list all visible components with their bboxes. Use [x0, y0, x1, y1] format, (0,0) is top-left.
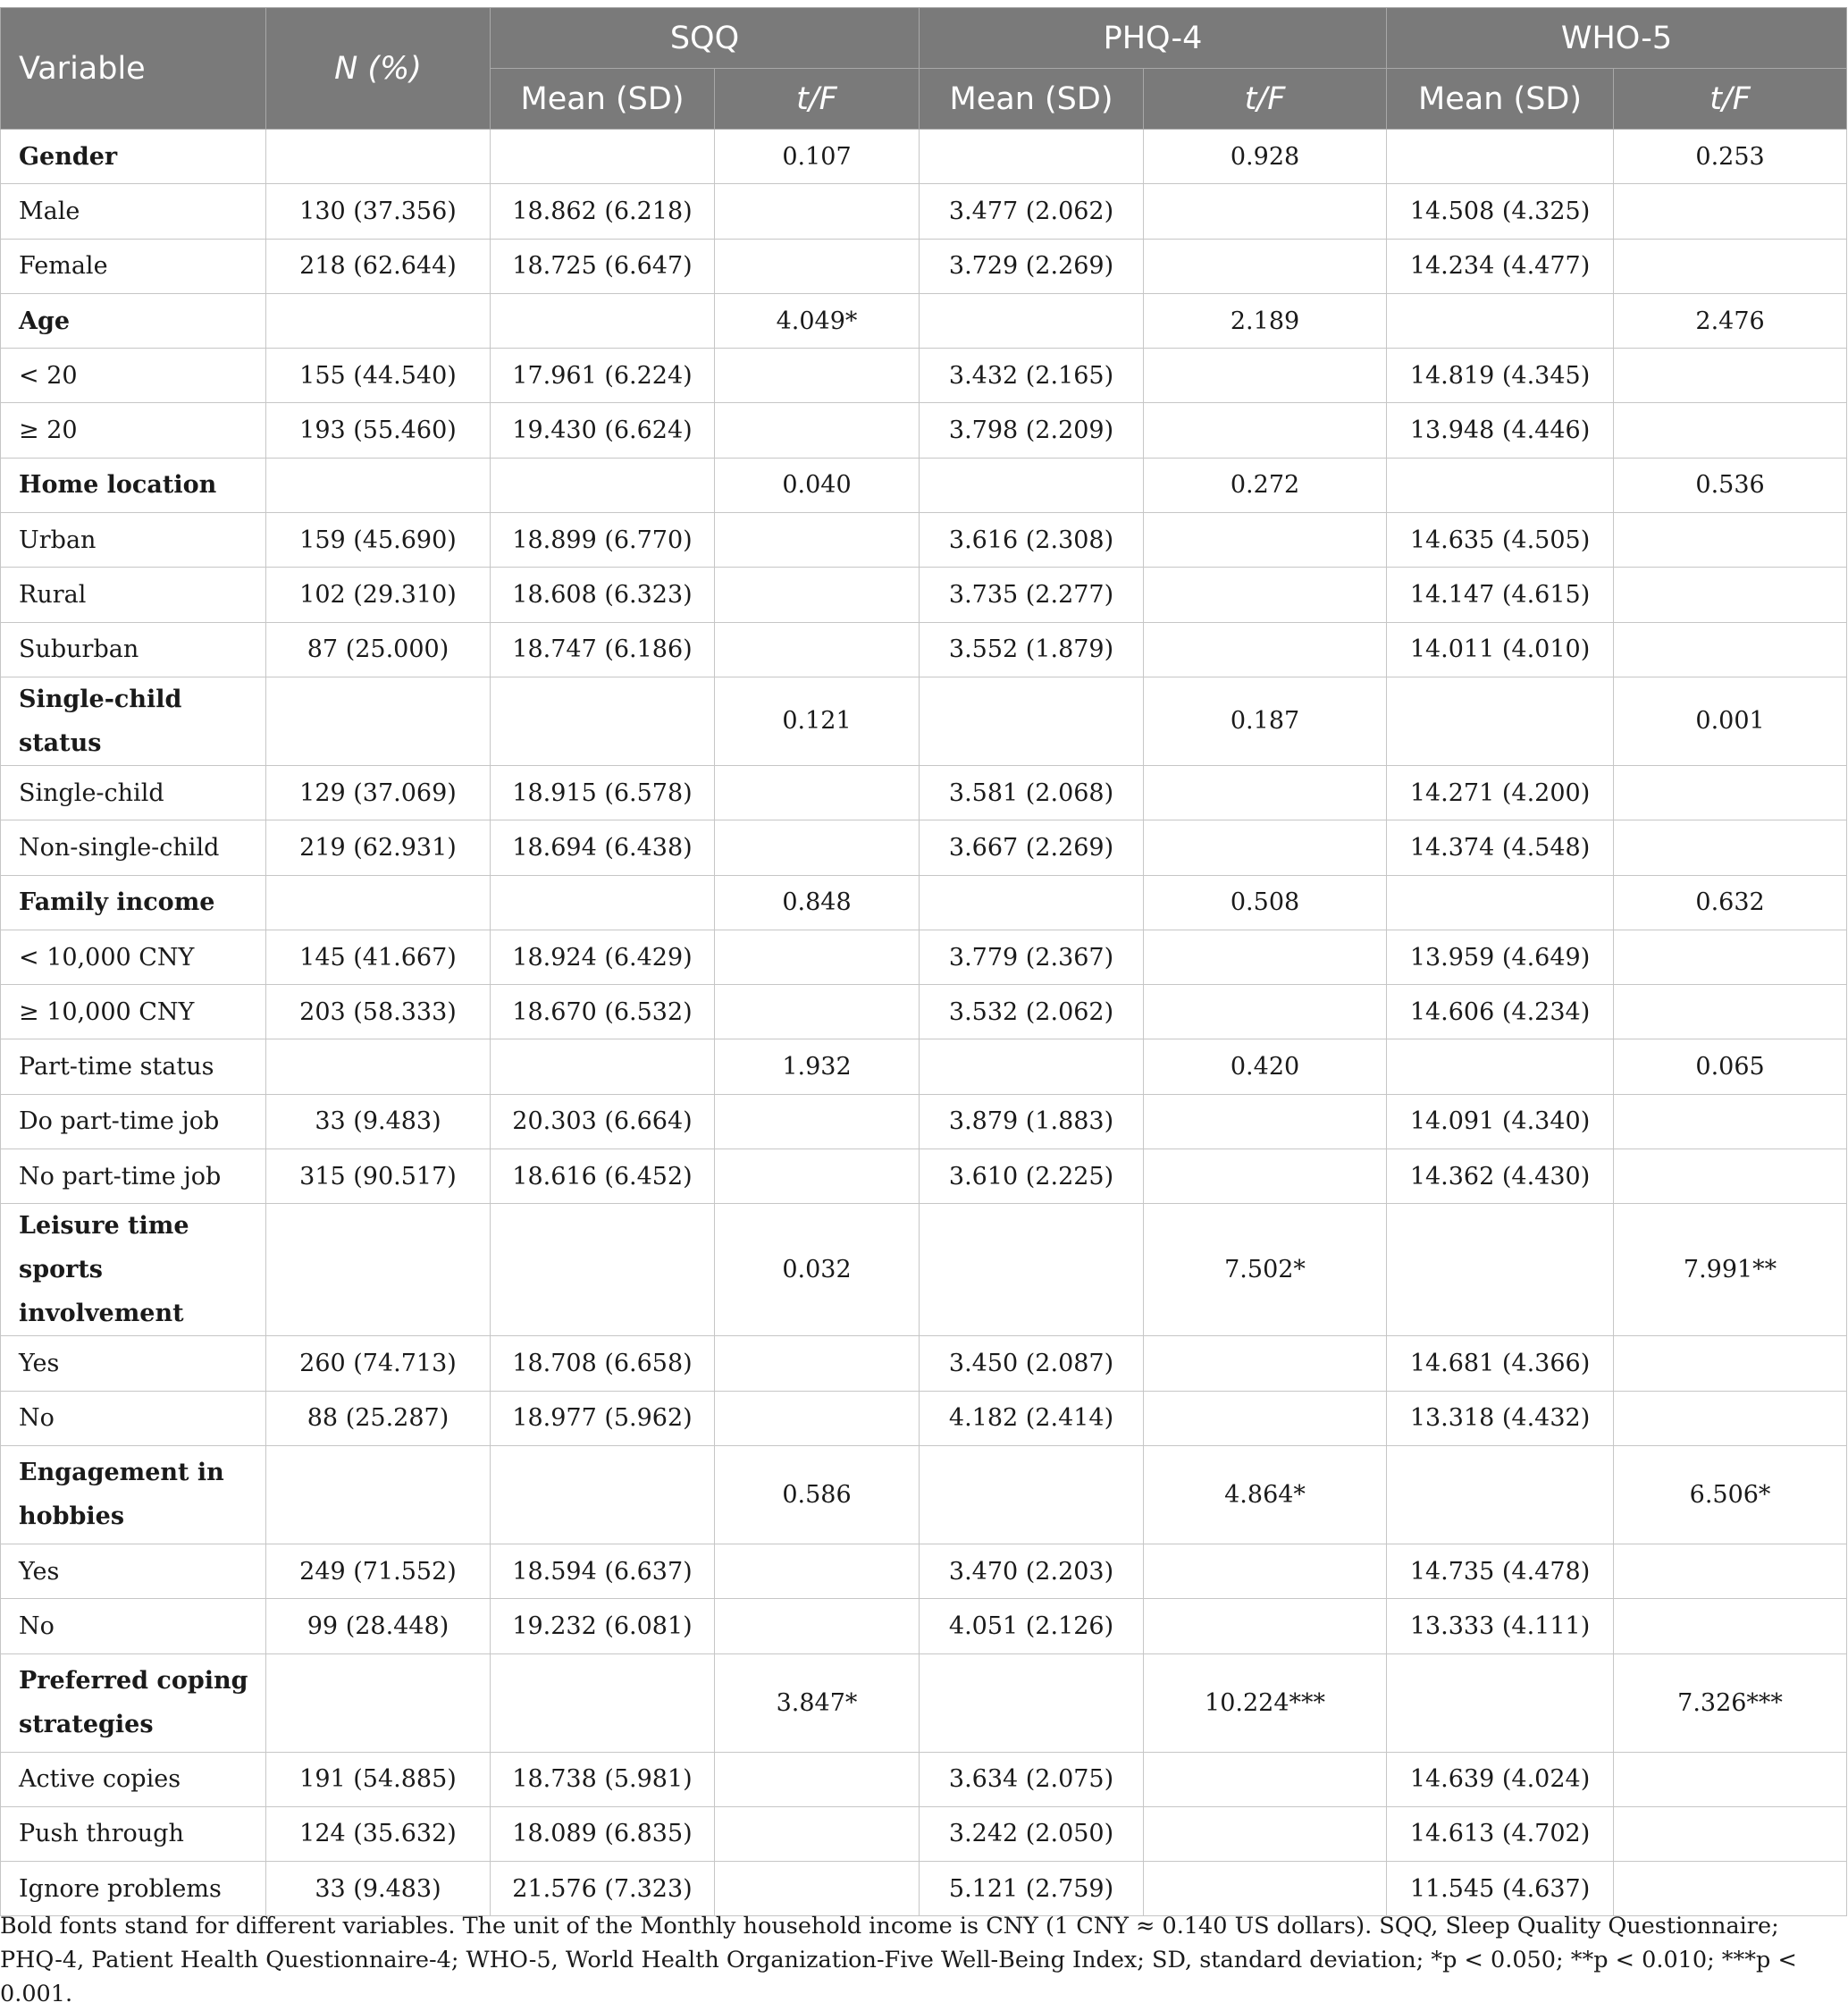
- cell-sqq-tf: [715, 184, 920, 239]
- cell-sqq-tf: [715, 568, 920, 622]
- cell-phq4-tf: [1144, 1599, 1387, 1653]
- cell-n-percent: [266, 293, 491, 348]
- cell-sqq-tf: [715, 765, 920, 820]
- header-sqq: SQQ: [491, 8, 920, 69]
- cell-n-percent: 99 (28.448): [266, 1599, 491, 1653]
- row-label: Part-time status: [1, 1039, 266, 1094]
- table-row: [1, 875, 1847, 930]
- cell-who5-mean: 14.091 (4.340): [1387, 1094, 1614, 1149]
- cell-who5-tf: 0.536: [1614, 458, 1847, 512]
- cell-phq4-tf: [1144, 1544, 1387, 1598]
- table-row: [1, 930, 1847, 984]
- cell-phq4-mean: 3.634 (2.075): [920, 1752, 1144, 1806]
- cell-who5-mean: 14.819 (4.345): [1387, 349, 1614, 403]
- cell-sqq-tf: 0.107: [715, 130, 920, 184]
- cell-phq4-mean: 3.779 (2.367): [920, 930, 1144, 984]
- cell-phq4-mean: 4.051 (2.126): [920, 1599, 1144, 1653]
- cell-who5-mean: [1387, 293, 1614, 348]
- cell-phq4-mean: 3.879 (1.883): [920, 1094, 1144, 1149]
- table-row: [1, 1752, 1847, 1806]
- cell-phq4-mean: 3.552 (1.879): [920, 622, 1144, 677]
- table-row: [1, 568, 1847, 622]
- cell-phq4-tf: 7.502*: [1144, 1204, 1387, 1336]
- cell-who5-mean: 14.606 (4.234): [1387, 985, 1614, 1039]
- row-label: Yes: [1, 1336, 266, 1391]
- row-label: Non-single-child: [1, 820, 266, 875]
- cell-who5-tf: [1614, 1149, 1847, 1204]
- row-label: < 20: [1, 349, 266, 403]
- cell-sqq-tf: 0.586: [715, 1445, 920, 1544]
- cell-phq4-tf: [1144, 403, 1387, 458]
- cell-phq4-mean: 3.477 (2.062): [920, 184, 1144, 239]
- table-row: [1, 239, 1847, 293]
- cell-n-percent: [266, 1653, 491, 1752]
- row-label: Female: [1, 239, 266, 293]
- cell-n-percent: 33 (9.483): [266, 1094, 491, 1149]
- cell-who5-tf: [1614, 1094, 1847, 1149]
- cell-who5-tf: [1614, 568, 1847, 622]
- cell-phq4-tf: [1144, 1862, 1387, 1916]
- cell-sqq-tf: [715, 513, 920, 568]
- cell-who5-mean: 14.635 (4.505): [1387, 513, 1614, 568]
- table-row: [1, 349, 1847, 403]
- cell-who5-tf: [1614, 1544, 1847, 1598]
- row-label: Gender: [1, 130, 266, 184]
- table-row: [1, 1544, 1847, 1598]
- cell-phq4-mean: 3.532 (2.062): [920, 985, 1144, 1039]
- cell-who5-mean: 13.948 (4.446): [1387, 403, 1614, 458]
- table-row: [1, 1391, 1847, 1445]
- cell-who5-tf: [1614, 820, 1847, 875]
- cell-phq4-mean: [920, 130, 1144, 184]
- cell-sqq-tf: [715, 1862, 920, 1916]
- cell-who5-tf: [1614, 349, 1847, 403]
- cell-phq4-mean: 4.182 (2.414): [920, 1391, 1144, 1445]
- row-label: Urban: [1, 513, 266, 568]
- cell-phq4-tf: 2.189: [1144, 293, 1387, 348]
- cell-sqq-tf: 0.040: [715, 458, 920, 512]
- cell-phq4-tf: [1144, 1391, 1387, 1445]
- cell-sqq-mean: [491, 130, 715, 184]
- subheader-sqq-tf: t/F: [715, 69, 920, 130]
- cell-phq4-mean: 3.242 (2.050): [920, 1806, 1144, 1861]
- cell-phq4-tf: 0.928: [1144, 130, 1387, 184]
- cell-phq4-mean: 3.470 (2.203): [920, 1544, 1144, 1598]
- row-label: Engagement in hobbies: [1, 1445, 266, 1544]
- row-label: ≥ 20: [1, 403, 266, 458]
- table-row: [1, 985, 1847, 1039]
- subheader-phq4-tf: t/F: [1144, 69, 1387, 130]
- cell-sqq-tf: [715, 1806, 920, 1861]
- cell-sqq-mean: [491, 677, 715, 765]
- cell-sqq-mean: 18.738 (5.981): [491, 1752, 715, 1806]
- cell-sqq-tf: [715, 930, 920, 984]
- row-label: No part-time job: [1, 1149, 266, 1204]
- cell-who5-mean: 14.374 (4.548): [1387, 820, 1614, 875]
- table-row: [1, 130, 1847, 184]
- cell-n-percent: [266, 677, 491, 765]
- table-row: [1, 1445, 1847, 1544]
- cell-sqq-mean: 19.430 (6.624): [491, 403, 715, 458]
- table-row: [1, 765, 1847, 820]
- row-label: Active copies: [1, 1752, 266, 1806]
- cell-sqq-mean: [491, 1204, 715, 1336]
- cell-sqq-mean: 18.708 (6.658): [491, 1336, 715, 1391]
- subheader-who5-mean: Mean (SD): [1387, 69, 1614, 130]
- cell-who5-tf: [1614, 765, 1847, 820]
- cell-phq4-mean: 3.735 (2.277): [920, 568, 1144, 622]
- cell-n-percent: 260 (74.713): [266, 1336, 491, 1391]
- cell-sqq-mean: 18.694 (6.438): [491, 820, 715, 875]
- cell-phq4-mean: [920, 293, 1144, 348]
- results-table: [0, 7, 1847, 1916]
- row-label: Single-child: [1, 765, 266, 820]
- cell-sqq-tf: 3.847*: [715, 1653, 920, 1752]
- cell-who5-mean: [1387, 458, 1614, 512]
- row-label: Age: [1, 293, 266, 348]
- row-label: < 10,000 CNY: [1, 930, 266, 984]
- cell-sqq-mean: [491, 1445, 715, 1544]
- subheader-sqq-mean: Mean (SD): [491, 69, 715, 130]
- cell-who5-mean: 14.639 (4.024): [1387, 1752, 1614, 1806]
- cell-sqq-mean: [491, 875, 715, 930]
- cell-phq4-mean: 3.667 (2.269): [920, 820, 1144, 875]
- cell-n-percent: 87 (25.000): [266, 622, 491, 677]
- cell-phq4-tf: [1144, 1806, 1387, 1861]
- table-row: [1, 1862, 1847, 1916]
- cell-phq4-mean: [920, 875, 1144, 930]
- row-label: Single-child status: [1, 677, 266, 765]
- table-row: [1, 403, 1847, 458]
- table-row: [1, 1039, 1847, 1094]
- cell-who5-mean: [1387, 875, 1614, 930]
- cell-n-percent: 33 (9.483): [266, 1862, 491, 1916]
- cell-n-percent: [266, 1039, 491, 1094]
- cell-phq4-mean: 3.432 (2.165): [920, 349, 1144, 403]
- row-label: ≥ 10,000 CNY: [1, 985, 266, 1039]
- cell-n-percent: 218 (62.644): [266, 239, 491, 293]
- cell-n-percent: [266, 130, 491, 184]
- cell-sqq-tf: 0.848: [715, 875, 920, 930]
- cell-who5-tf: [1614, 403, 1847, 458]
- cell-who5-tf: 0.065: [1614, 1039, 1847, 1094]
- cell-sqq-mean: 18.924 (6.429): [491, 930, 715, 984]
- cell-phq4-tf: [1144, 985, 1387, 1039]
- cell-who5-tf: 7.326***: [1614, 1653, 1847, 1752]
- cell-sqq-mean: 18.899 (6.770): [491, 513, 715, 568]
- cell-sqq-tf: [715, 239, 920, 293]
- cell-who5-mean: 14.613 (4.702): [1387, 1806, 1614, 1861]
- cell-sqq-mean: 18.089 (6.835): [491, 1806, 715, 1861]
- cell-who5-tf: [1614, 985, 1847, 1039]
- cell-sqq-tf: [715, 1391, 920, 1445]
- cell-who5-tf: [1614, 513, 1847, 568]
- cell-phq4-mean: [920, 677, 1144, 765]
- cell-who5-mean: 13.333 (4.111): [1387, 1599, 1614, 1653]
- cell-who5-tf: [1614, 622, 1847, 677]
- cell-sqq-mean: 18.616 (6.452): [491, 1149, 715, 1204]
- table-footnote: Bold fonts stand for different variables. The unit of the Monthly household income is CNY (1 CNY ≈ 0.140 US dollars). SQQ, Sleep Quality Questionnaire; PHQ-4, Patient Health Questionnaire-4; WHO-5, World Health Organization-Five Well-Being Index; SD, standard deviation; *p < 0.050; **p < 0.010; ***p < 0.001.: [0, 1913, 1797, 2007]
- cell-who5-mean: 14.735 (4.478): [1387, 1544, 1614, 1598]
- cell-sqq-mean: 18.725 (6.647): [491, 239, 715, 293]
- cell-n-percent: 193 (55.460): [266, 403, 491, 458]
- table-row: [1, 513, 1847, 568]
- cell-who5-tf: [1614, 1599, 1847, 1653]
- header-variable: Variable: [1, 8, 266, 130]
- cell-phq4-mean: 5.121 (2.759): [920, 1862, 1144, 1916]
- cell-n-percent: 129 (37.069): [266, 765, 491, 820]
- cell-sqq-tf: [715, 1149, 920, 1204]
- cell-sqq-mean: 20.303 (6.664): [491, 1094, 715, 1149]
- cell-who5-tf: [1614, 184, 1847, 239]
- cell-phq4-tf: [1144, 1094, 1387, 1149]
- cell-n-percent: [266, 1445, 491, 1544]
- cell-sqq-mean: 18.747 (6.186): [491, 622, 715, 677]
- cell-phq4-tf: [1144, 239, 1387, 293]
- table-body: [1, 130, 1847, 1916]
- cell-who5-tf: [1614, 1806, 1847, 1861]
- cell-sqq-tf: [715, 1599, 920, 1653]
- cell-who5-tf: [1614, 930, 1847, 984]
- table-row: [1, 184, 1847, 239]
- table-row: [1, 1653, 1847, 1752]
- cell-n-percent: 315 (90.517): [266, 1149, 491, 1204]
- row-label: Rural: [1, 568, 266, 622]
- cell-sqq-tf: [715, 1336, 920, 1391]
- cell-who5-mean: 14.147 (4.615): [1387, 568, 1614, 622]
- cell-who5-tf: 0.632: [1614, 875, 1847, 930]
- cell-phq4-tf: 0.420: [1144, 1039, 1387, 1094]
- cell-phq4-tf: 4.864*: [1144, 1445, 1387, 1544]
- cell-n-percent: 130 (37.356): [266, 184, 491, 239]
- cell-n-percent: 219 (62.931): [266, 820, 491, 875]
- cell-n-percent: 203 (58.333): [266, 985, 491, 1039]
- cell-phq4-tf: [1144, 765, 1387, 820]
- cell-phq4-mean: [920, 458, 1144, 512]
- cell-n-percent: 88 (25.287): [266, 1391, 491, 1445]
- cell-phq4-tf: [1144, 622, 1387, 677]
- cell-who5-mean: 14.271 (4.200): [1387, 765, 1614, 820]
- table-row: [1, 1336, 1847, 1391]
- cell-sqq-mean: [491, 1039, 715, 1094]
- cell-phq4-tf: [1144, 1336, 1387, 1391]
- cell-sqq-tf: [715, 349, 920, 403]
- cell-sqq-mean: 18.862 (6.218): [491, 184, 715, 239]
- row-label: Leisure time sports involvement: [1, 1204, 266, 1336]
- row-label: Do part-time job: [1, 1094, 266, 1149]
- cell-sqq-mean: 21.576 (7.323): [491, 1862, 715, 1916]
- cell-phq4-tf: [1144, 513, 1387, 568]
- cell-sqq-mean: 18.977 (5.962): [491, 1391, 715, 1445]
- cell-who5-tf: [1614, 1862, 1847, 1916]
- cell-sqq-mean: 18.608 (6.323): [491, 568, 715, 622]
- cell-sqq-tf: [715, 1094, 920, 1149]
- cell-phq4-tf: [1144, 1752, 1387, 1806]
- cell-who5-mean: 11.545 (4.637): [1387, 1862, 1614, 1916]
- cell-n-percent: 124 (35.632): [266, 1806, 491, 1861]
- cell-phq4-tf: 0.187: [1144, 677, 1387, 765]
- cell-sqq-mean: 18.915 (6.578): [491, 765, 715, 820]
- cell-phq4-tf: [1144, 820, 1387, 875]
- cell-who5-mean: 14.362 (4.430): [1387, 1149, 1614, 1204]
- cell-sqq-mean: [491, 1653, 715, 1752]
- table-row: [1, 458, 1847, 512]
- cell-sqq-tf: [715, 1752, 920, 1806]
- row-label: Ignore problems: [1, 1862, 266, 1916]
- row-label: Push through: [1, 1806, 266, 1861]
- table-row: [1, 820, 1847, 875]
- cell-sqq-tf: 0.032: [715, 1204, 920, 1336]
- cell-sqq-tf: [715, 403, 920, 458]
- table-row: [1, 622, 1847, 677]
- cell-who5-mean: [1387, 1039, 1614, 1094]
- table-row: [1, 293, 1847, 348]
- cell-who5-mean: [1387, 130, 1614, 184]
- cell-sqq-tf: [715, 985, 920, 1039]
- cell-n-percent: 155 (44.540): [266, 349, 491, 403]
- cell-phq4-tf: [1144, 568, 1387, 622]
- cell-sqq-tf: 0.121: [715, 677, 920, 765]
- cell-who5-mean: 14.234 (4.477): [1387, 239, 1614, 293]
- table-row: [1, 1806, 1847, 1861]
- cell-n-percent: 159 (45.690): [266, 513, 491, 568]
- header-who5: WHO-5: [1387, 8, 1847, 69]
- subheader-phq4-mean: Mean (SD): [920, 69, 1144, 130]
- cell-n-percent: 191 (54.885): [266, 1752, 491, 1806]
- cell-who5-mean: [1387, 1204, 1614, 1336]
- cell-phq4-mean: [920, 1039, 1144, 1094]
- cell-who5-mean: 14.681 (4.366): [1387, 1336, 1614, 1391]
- cell-who5-mean: 14.508 (4.325): [1387, 184, 1614, 239]
- cell-n-percent: [266, 458, 491, 512]
- cell-phq4-mean: [920, 1204, 1144, 1336]
- cell-who5-tf: 0.253: [1614, 130, 1847, 184]
- header-phq4: PHQ-4: [920, 8, 1387, 69]
- cell-who5-tf: 6.506*: [1614, 1445, 1847, 1544]
- row-label: Male: [1, 184, 266, 239]
- cell-sqq-mean: 18.670 (6.532): [491, 985, 715, 1039]
- cell-phq4-tf: 0.508: [1144, 875, 1387, 930]
- cell-n-percent: [266, 1204, 491, 1336]
- cell-phq4-tf: [1144, 184, 1387, 239]
- cell-who5-mean: 13.318 (4.432): [1387, 1391, 1614, 1445]
- row-label: No: [1, 1599, 266, 1653]
- row-label: Preferred coping strategies: [1, 1653, 266, 1752]
- cell-who5-mean: [1387, 677, 1614, 765]
- cell-phq4-mean: 3.450 (2.087): [920, 1336, 1144, 1391]
- cell-who5-tf: [1614, 1391, 1847, 1445]
- subheader-who5-tf: t/F: [1614, 69, 1847, 130]
- cell-who5-tf: [1614, 1336, 1847, 1391]
- row-label: No: [1, 1391, 266, 1445]
- cell-who5-mean: 13.959 (4.649): [1387, 930, 1614, 984]
- table-row: [1, 1149, 1847, 1204]
- cell-sqq-mean: 17.961 (6.224): [491, 349, 715, 403]
- cell-who5-tf: 7.991**: [1614, 1204, 1847, 1336]
- cell-who5-tf: 2.476: [1614, 293, 1847, 348]
- cell-sqq-mean: 19.232 (6.081): [491, 1599, 715, 1653]
- cell-phq4-mean: [920, 1653, 1144, 1752]
- cell-phq4-mean: 3.581 (2.068): [920, 765, 1144, 820]
- cell-sqq-tf: 4.049*: [715, 293, 920, 348]
- cell-who5-tf: [1614, 239, 1847, 293]
- cell-phq4-tf: 10.224***: [1144, 1653, 1387, 1752]
- row-label: Yes: [1, 1544, 266, 1598]
- cell-sqq-mean: 18.594 (6.637): [491, 1544, 715, 1598]
- cell-phq4-mean: [920, 1445, 1144, 1544]
- cell-who5-mean: 14.011 (4.010): [1387, 622, 1614, 677]
- table-row: [1, 677, 1847, 765]
- table-row: [1, 1599, 1847, 1653]
- cell-sqq-tf: [715, 820, 920, 875]
- cell-n-percent: [266, 875, 491, 930]
- row-label: Home location: [1, 458, 266, 512]
- cell-n-percent: 145 (41.667): [266, 930, 491, 984]
- cell-phq4-mean: 3.729 (2.269): [920, 239, 1144, 293]
- cell-sqq-tf: [715, 622, 920, 677]
- cell-phq4-mean: 3.616 (2.308): [920, 513, 1144, 568]
- cell-sqq-tf: [715, 1544, 920, 1598]
- cell-who5-tf: [1614, 1752, 1847, 1806]
- cell-sqq-tf: 1.932: [715, 1039, 920, 1094]
- cell-who5-tf: 0.001: [1614, 677, 1847, 765]
- cell-phq4-tf: [1144, 930, 1387, 984]
- table-row: [1, 1204, 1847, 1336]
- header-n-percent: N (%): [266, 8, 491, 130]
- cell-who5-mean: [1387, 1653, 1614, 1752]
- cell-n-percent: 102 (29.310): [266, 568, 491, 622]
- cell-phq4-mean: 3.610 (2.225): [920, 1149, 1144, 1204]
- cell-phq4-tf: [1144, 349, 1387, 403]
- row-label: Family income: [1, 875, 266, 930]
- table-row: [1, 1094, 1847, 1149]
- cell-who5-mean: [1387, 1445, 1614, 1544]
- row-label: Suburban: [1, 622, 266, 677]
- cell-phq4-tf: 0.272: [1144, 458, 1387, 512]
- cell-n-percent: 249 (71.552): [266, 1544, 491, 1598]
- cell-sqq-mean: [491, 293, 715, 348]
- cell-phq4-mean: 3.798 (2.209): [920, 403, 1144, 458]
- cell-phq4-tf: [1144, 1149, 1387, 1204]
- cell-sqq-mean: [491, 458, 715, 512]
